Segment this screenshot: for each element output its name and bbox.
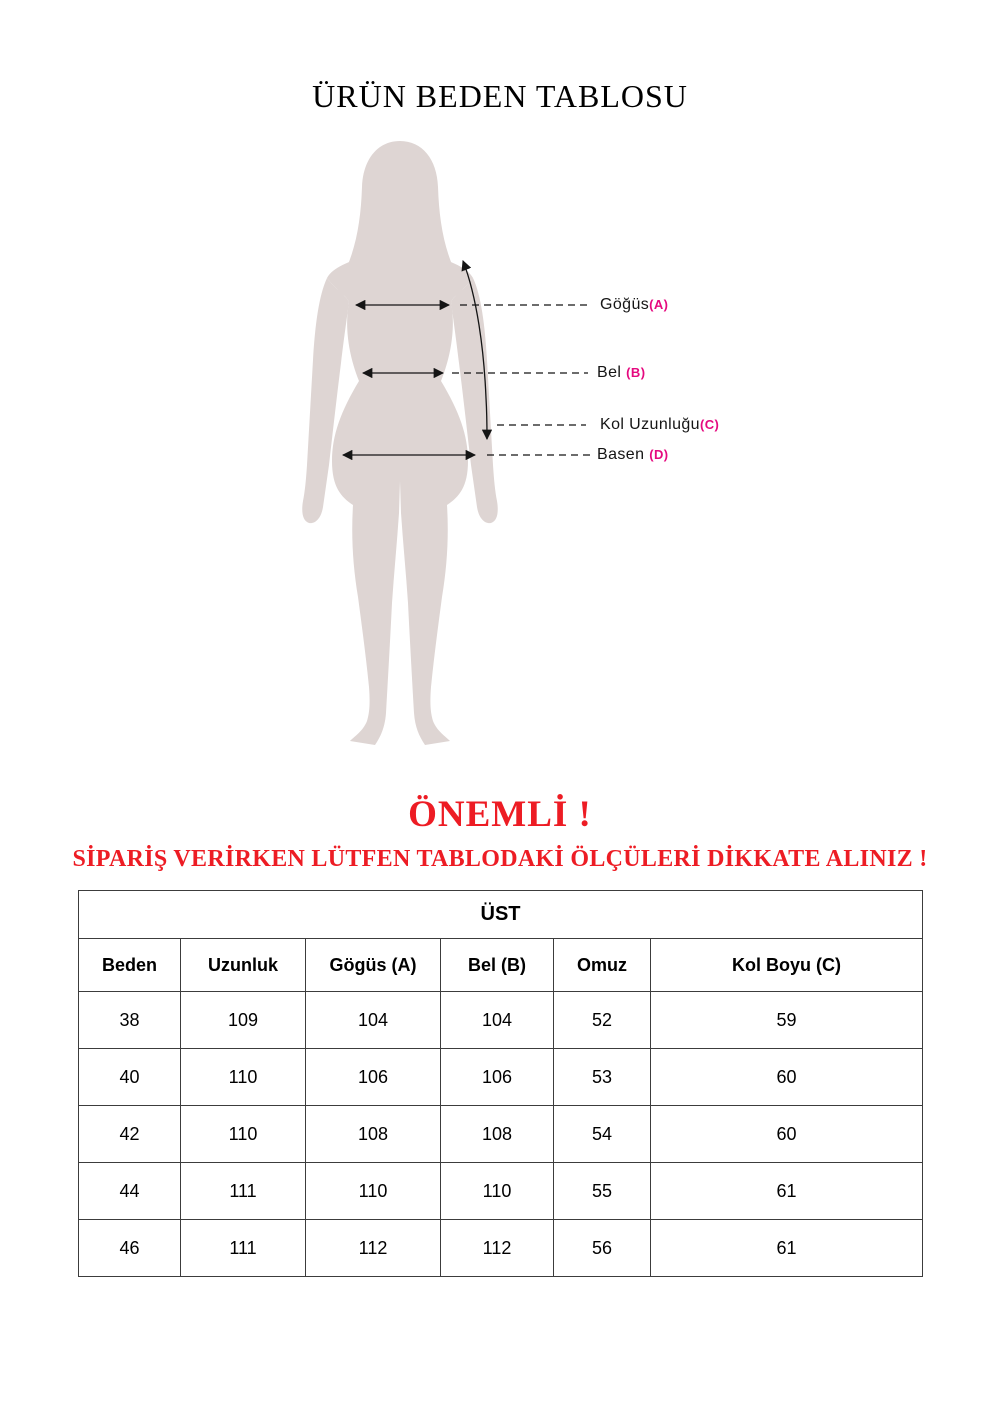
measure-label-arm-text: Kol Uzunluğu (600, 416, 700, 433)
table-header-row (79, 939, 923, 992)
table-cell: 108 (306, 1106, 441, 1163)
table-cell: 46 (79, 1220, 181, 1277)
size-table (78, 890, 923, 1277)
table-cell: 104 (441, 992, 554, 1049)
table-cell: 111 (181, 1220, 306, 1277)
table-cell: 42 (79, 1106, 181, 1163)
table-cell: 106 (306, 1049, 441, 1106)
measure-label-hip-code: (D) (649, 447, 669, 462)
table-row (79, 1163, 923, 1220)
table-body (79, 992, 923, 1277)
measure-label-waist (597, 363, 645, 383)
table-cell: 110 (181, 1106, 306, 1163)
table-row (79, 1049, 923, 1106)
measure-label-chest-code: (A) (649, 297, 669, 312)
table-cell: 61 (651, 1163, 923, 1220)
table-cell: 60 (651, 1049, 923, 1106)
table-column-header: Omuz (554, 939, 651, 992)
table-column-header: Gögüs (A) (306, 939, 441, 992)
table-column-header: Beden (79, 939, 181, 992)
arm-length-measure-arrow (463, 261, 487, 439)
table-cell: 112 (306, 1220, 441, 1277)
table-cell: 38 (79, 992, 181, 1049)
measure-label-arm-code: (C) (699, 417, 720, 432)
table-cell: 52 (554, 992, 651, 1049)
table-cell: 44 (79, 1163, 181, 1220)
table-cell: 109 (181, 992, 306, 1049)
measurement-diagram (0, 135, 1000, 780)
measure-label-waist-code: (B) (626, 365, 646, 380)
table-cell: 108 (441, 1106, 554, 1163)
table-column-header: Uzunluk (181, 939, 306, 992)
table-row (79, 992, 923, 1049)
measure-label-hip-text: Basen (597, 446, 650, 463)
measure-label-hip (597, 445, 668, 465)
table-cell: 60 (651, 1106, 923, 1163)
measurement-annotations (0, 135, 1000, 780)
table-row (79, 1220, 923, 1277)
table-cell: 55 (554, 1163, 651, 1220)
table-cell: 110 (441, 1163, 554, 1220)
table-cell: 40 (79, 1049, 181, 1106)
table-column-header: Kol Boyu (C) (651, 939, 923, 992)
table-cell: 111 (181, 1163, 306, 1220)
table-row (79, 1106, 923, 1163)
page-title: ÜRÜN BEDEN TABLOSU (312, 78, 688, 114)
table-cell: 106 (441, 1049, 554, 1106)
important-subheading: SİPARİŞ VERİRKEN LÜTFEN TABLODAKİ ÖLÇÜLERİ DİKKATE ALINIZ ! (72, 846, 928, 872)
table-column-header: Bel (B) (441, 939, 554, 992)
table-cell: 54 (554, 1106, 651, 1163)
measure-label-chest-text: Göğüs (600, 296, 650, 313)
measure-label-waist-text: Bel (597, 364, 627, 381)
table-cell: 61 (651, 1220, 923, 1277)
table-title: ÜST (79, 891, 923, 939)
table-cell: 59 (651, 992, 923, 1049)
table-title-row (79, 891, 923, 939)
table-cell: 104 (306, 992, 441, 1049)
table-cell: 56 (554, 1220, 651, 1277)
table-cell: 112 (441, 1220, 554, 1277)
table-cell: 110 (181, 1049, 306, 1106)
table-cell: 110 (306, 1163, 441, 1220)
measure-label-chest (600, 295, 668, 315)
table-cell: 53 (554, 1049, 651, 1106)
important-heading: ÖNEMLİ ! (408, 794, 592, 835)
measure-label-arm (600, 415, 719, 435)
